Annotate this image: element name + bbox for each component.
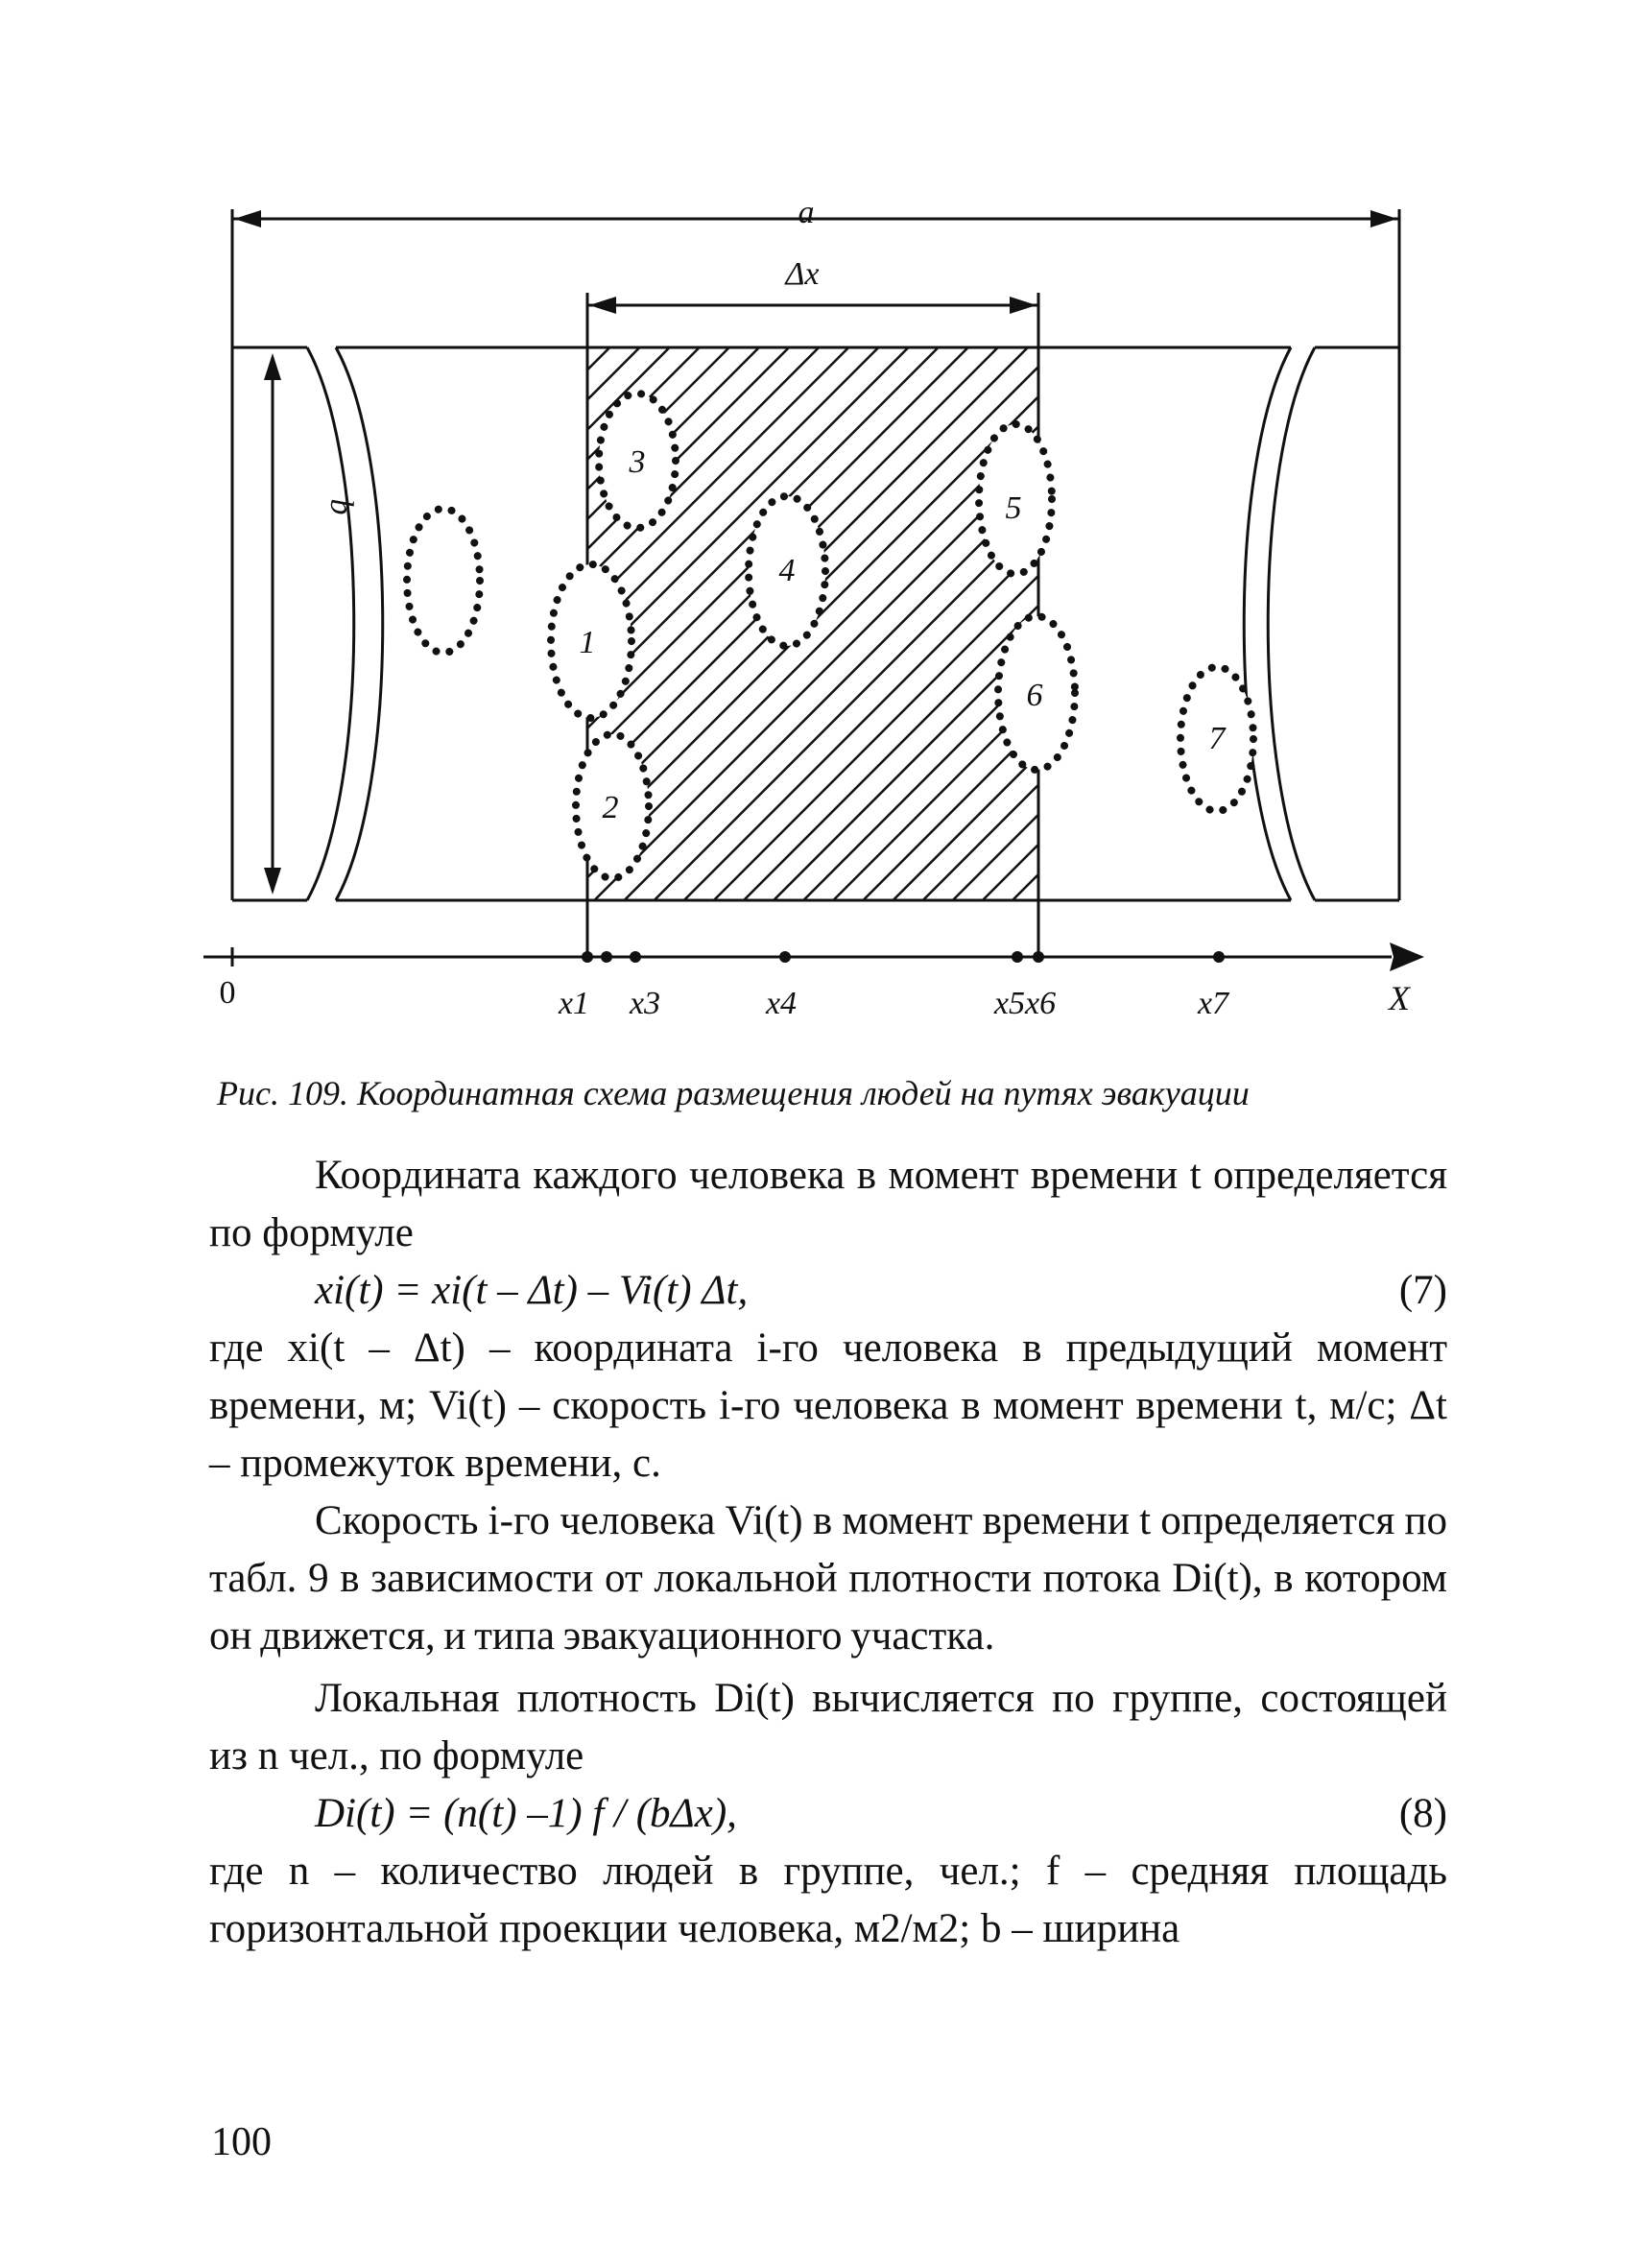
paragraph-2: Скорость i-го человека Vi(t) в момент времени t определяется по табл. 9 в зависимости от локальной плотности потока Di(t), в котором он движется, и типа эвакуационного участка. (209, 1498, 1447, 1659)
label-delta-x: Δx (785, 256, 820, 292)
axis-dot-x1 (582, 951, 593, 963)
person-label-3: 3 (629, 444, 646, 480)
axis-label-x7: x7 (1197, 986, 1229, 1021)
formula-7-expression: xi(t) = xi(t – Δt) – Vi(t) Δt, (315, 1268, 749, 1313)
axis-dot-x3 (630, 951, 641, 963)
axis-label-x1: x1 (558, 986, 590, 1021)
person-label-4: 4 (778, 553, 796, 588)
label-a: a (798, 195, 815, 230)
axis-label-x3: x3 (629, 986, 661, 1021)
person-label-7: 7 (1208, 721, 1226, 756)
formula-8-number: (8) (1398, 1791, 1447, 1836)
figure-caption: Рис. 109. Координатная схема размещения людей на путях эвакуации (217, 1074, 1250, 1112)
dimension-delta-x (587, 256, 1038, 347)
person-label-5: 5 (1005, 490, 1022, 526)
person-label-6: 6 (1026, 678, 1043, 713)
person-label-1: 1 (579, 625, 596, 660)
paragraph-3: Локальная плотность Di(t) вычисляется по группе, состоящей из n чел., по формуле (209, 1676, 1447, 1779)
axis-dot-x4 (779, 951, 791, 963)
formula-8 (315, 1785, 1447, 1843)
axis-label-X: X (1389, 979, 1410, 1017)
axis-label-0: 0 (219, 975, 236, 1011)
axis-label-x5x6: x5x6 (993, 986, 1057, 1021)
label-b: b (323, 498, 359, 515)
person-ellipse-left (407, 509, 480, 653)
formula-7-number: (7) (1398, 1268, 1447, 1313)
evacuation-coordinate-diagram (0, 0, 1644, 1056)
paragraph-1: Координата каждого человека в момент времени t определяется по формуле (209, 1153, 1447, 1255)
axis-dot-x5 (1012, 951, 1023, 963)
axis-label-x4: x4 (765, 986, 798, 1021)
formula-7 (315, 1262, 1447, 1320)
person-label-2: 2 (602, 790, 619, 825)
dimension-b (264, 353, 359, 895)
x-axis (203, 943, 1424, 1021)
axis-dot-x7 (1213, 951, 1225, 963)
where-clause-1: где xi(t – Δt) – координата i-го человека в предыдущий момент времени, м; Vi(t) – скорость i-го человека в момент времени t, м/с; Δt – промежуток времени, с. (209, 1325, 1447, 1486)
axis-dot-x2 (601, 951, 612, 963)
formula-8-expression: Di(t) = (n(t) –1) f / (bΔx), (315, 1791, 737, 1836)
page-number: 100 (211, 2120, 272, 2164)
where-clause-2: где n – количество людей в группе, чел.; f – средняя площадь горизонтальной проекции человека, м2/м2; b – ширина (209, 1849, 1447, 1951)
axis-dot-x6 (1033, 951, 1044, 963)
